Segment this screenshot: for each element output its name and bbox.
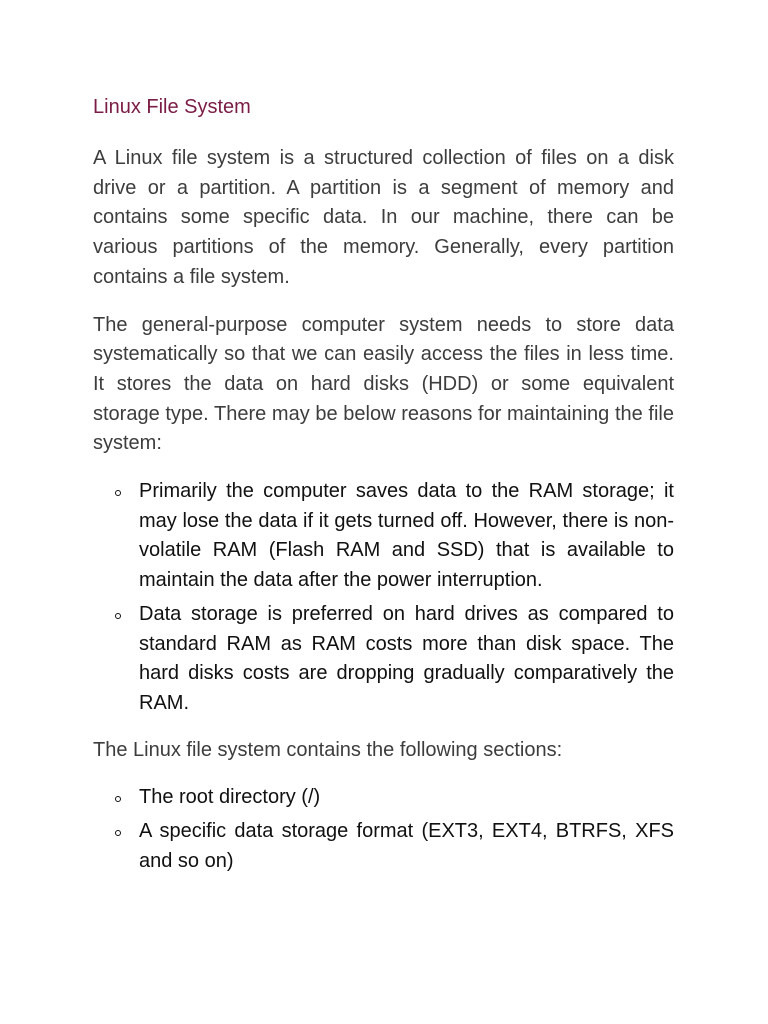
- list-item: [93, 817, 674, 876]
- sections-intro-paragraph: The Linux file system contains the following sections:: [93, 738, 563, 761]
- sections-list: [93, 783, 674, 876]
- list-item-text: Data storage is preferred on hard drives as compared to standard RAM as RAM costs more than disk space. The hard disks costs are dropping gradually comparatively the RAM.: [139, 602, 674, 714]
- list-item: [93, 600, 674, 719]
- list-item-text: Primarily the computer saves data to the RAM storage; it may lose the data if it gets turned off. However, there is non-volatile RAM (Flash RAM and SSD) that is available to maintain the data after the power interruption.: [139, 480, 674, 592]
- hollow-circle-bullet-icon: [115, 490, 121, 496]
- list-item-text: The root directory (/): [139, 786, 321, 809]
- list-item: [93, 477, 674, 596]
- hollow-circle-bullet-icon: [115, 613, 121, 619]
- page-title: Linux File System: [93, 96, 251, 118]
- hollow-circle-bullet-icon: [115, 830, 121, 836]
- list-item-text: A specific data storage format (EXT3, EXT4, BTRFS, XFS and so on): [139, 820, 674, 872]
- document-page: [93, 92, 674, 893]
- hollow-circle-bullet-icon: [115, 796, 121, 802]
- intro-paragraph: A Linux file system is a structured collection of files on a disk drive or a partition. A partition is a segment of memory and contains some specific data. In our machine, there can be various partitions of the memory. Generally, every partition contains a file system.: [93, 147, 674, 288]
- list-item: [93, 783, 674, 813]
- purpose-paragraph: The general-purpose computer system needs to store data systematically so that we can easily access the files in less time. It stores the data on hard disks (HDD) or some equivalent storage type. There may be below reasons for maintaining the file system:: [93, 313, 674, 455]
- reasons-list: [93, 477, 674, 719]
